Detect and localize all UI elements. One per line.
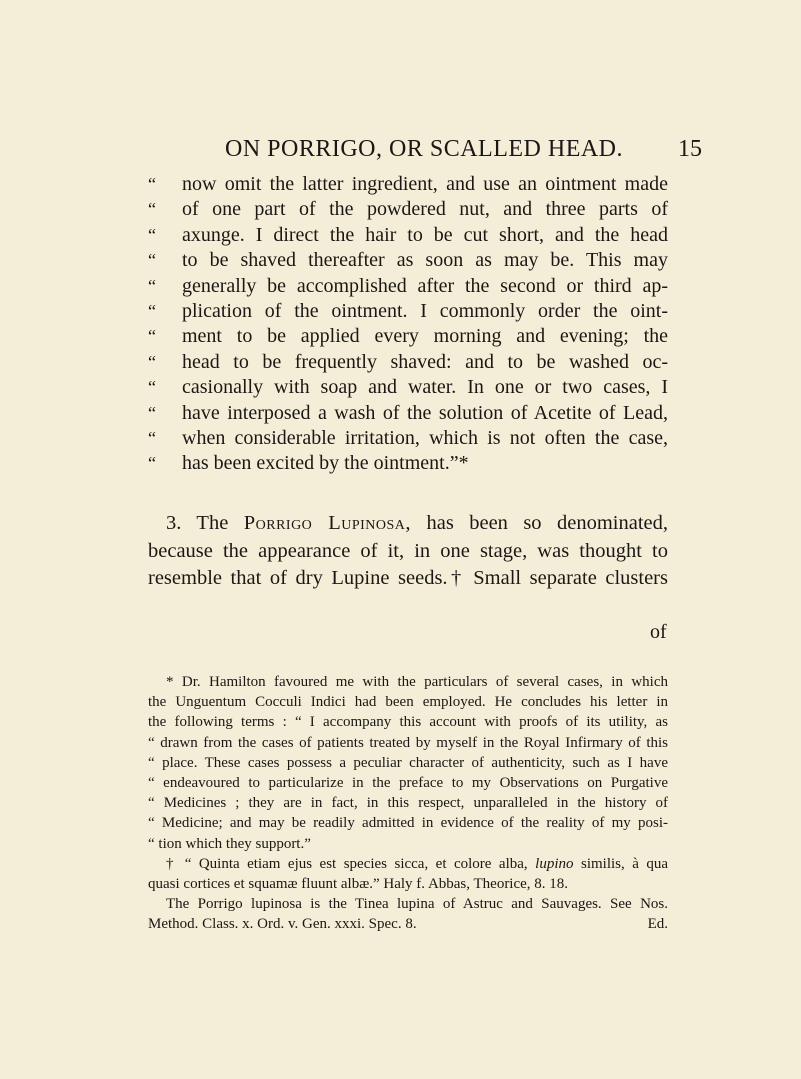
footnote-line: “ drawn from the cases of patients treated by myself in the Royal Infirmary of this bbox=[148, 734, 668, 751]
quote-line bbox=[148, 451, 668, 476]
quote-line bbox=[148, 197, 668, 222]
quote-line bbox=[148, 426, 668, 451]
footnote-italic: lupino bbox=[535, 855, 574, 872]
quote-line-text: axunge. I direct the hair to be cut short, and the head bbox=[182, 223, 668, 246]
quote-line-text: to be shaved thereafter as soon as may be. This may bbox=[182, 249, 668, 272]
quote-line-text: have interposed a wash of the solution of Acetite of Lead, bbox=[182, 401, 668, 424]
quote-mark: “ bbox=[148, 326, 156, 347]
quote-mark: “ bbox=[148, 427, 156, 448]
footnote-text: Method. Class. x. Ord. v. Gen. xxxi. Spec. 8. bbox=[148, 916, 417, 933]
footnotes bbox=[148, 672, 668, 934]
footnote-text: similis, à qua bbox=[580, 855, 669, 872]
footnote-text: † “ Quinta etiam ejus est species sicca, et colore alba, bbox=[166, 855, 528, 872]
quote-mark: “ bbox=[148, 402, 156, 423]
catchword: of bbox=[650, 621, 667, 643]
quote-mark: “ bbox=[148, 300, 156, 321]
page-number: 15 bbox=[678, 136, 702, 162]
section-line-text: has been so denominated, bbox=[426, 512, 668, 534]
quote-line-text: now omit the latter ingredient, and use an ointment made bbox=[182, 173, 668, 195]
quote-mark: “ bbox=[148, 250, 156, 271]
footnote-line: “ tion which they support.” bbox=[148, 835, 311, 852]
quote-line-text: ment to be applied every morning and evening; the bbox=[182, 325, 668, 348]
section-term: Porrigo Lupinosa, bbox=[243, 512, 412, 534]
footnote-line bbox=[148, 854, 668, 874]
quote-line bbox=[148, 299, 668, 324]
quote-mark: “ bbox=[148, 275, 156, 296]
footnote-line: the following terms : “ I accompany this account with proofs of its utility, as bbox=[148, 714, 668, 731]
footnote-line: “ endeavoured to particularize in the preface to my Observations on Purgative bbox=[148, 774, 668, 791]
quote-line-text: has been excited by the ointment.”* bbox=[182, 452, 469, 475]
quote-line bbox=[148, 223, 668, 248]
quote-mark: “ bbox=[148, 351, 156, 372]
quote-line-text: casionally with soap and water. In one or two cases, I bbox=[182, 376, 668, 399]
quote-line bbox=[148, 172, 668, 197]
quote-line-text: when considerable irritation, which is not often the case, bbox=[182, 426, 668, 449]
quote-line bbox=[148, 248, 668, 273]
section-line bbox=[148, 510, 668, 538]
quote-line bbox=[148, 350, 668, 375]
quote-line bbox=[148, 401, 668, 426]
section-line: because the appearance of it, in one stage, was thought to bbox=[148, 539, 668, 562]
quote-mark: “ bbox=[148, 377, 156, 398]
quote-line bbox=[148, 324, 668, 349]
quote-line-text: of one part of the powdered nut, and three parts of bbox=[182, 198, 668, 221]
quote-line bbox=[148, 274, 668, 299]
quote-mark: “ bbox=[148, 224, 156, 245]
section-porrigo-lupinosa bbox=[148, 510, 668, 593]
quote-mark: “ bbox=[148, 174, 156, 194]
footnote-line: The Porrigo lupinosa is the Tinea lupina of Astruc and Sauvages. See Nos. bbox=[166, 896, 668, 913]
section-number: 3. The bbox=[166, 512, 229, 534]
quote-line bbox=[148, 375, 668, 400]
quote-line-text: head to be frequently shaved: and to be washed oc- bbox=[182, 350, 668, 373]
footnote-line: the Unguentum Cocculi Indici had been employed. He concludes his letter in bbox=[148, 694, 668, 711]
editor-mark: Ed. bbox=[647, 916, 668, 933]
footnote-line: “ Medicine; and may be readily admitted in evidence of the reality of my posi- bbox=[148, 815, 668, 832]
footnote-line bbox=[148, 914, 668, 934]
quote-line-text: plication of the ointment. I commonly order the oint- bbox=[182, 299, 668, 322]
quote-line-text: generally be accomplished after the second or third ap- bbox=[182, 274, 668, 297]
quoted-passage bbox=[148, 172, 668, 477]
footnote-line: “ Medicines ; they are in fact, in this respect, unparalleled in the history of bbox=[148, 795, 668, 812]
footnote-line: “ place. These cases possess a peculiar character of authenticity, such as I have bbox=[148, 754, 668, 771]
quote-mark: “ bbox=[148, 453, 156, 474]
section-line: resemble that of dry Lupine seeds.† Small separate clusters bbox=[148, 567, 668, 590]
footnote-line: * Dr. Hamilton favoured me with the particulars of several cases, in which bbox=[166, 674, 668, 690]
quote-mark: “ bbox=[148, 199, 156, 220]
footnote-line: quasi cortices et squamæ fluunt albæ.” Haly f. Abbas, Theorice, 8. 18. bbox=[148, 875, 569, 892]
running-title: ON PORRIGO, OR SCALLED HEAD. bbox=[225, 136, 624, 162]
